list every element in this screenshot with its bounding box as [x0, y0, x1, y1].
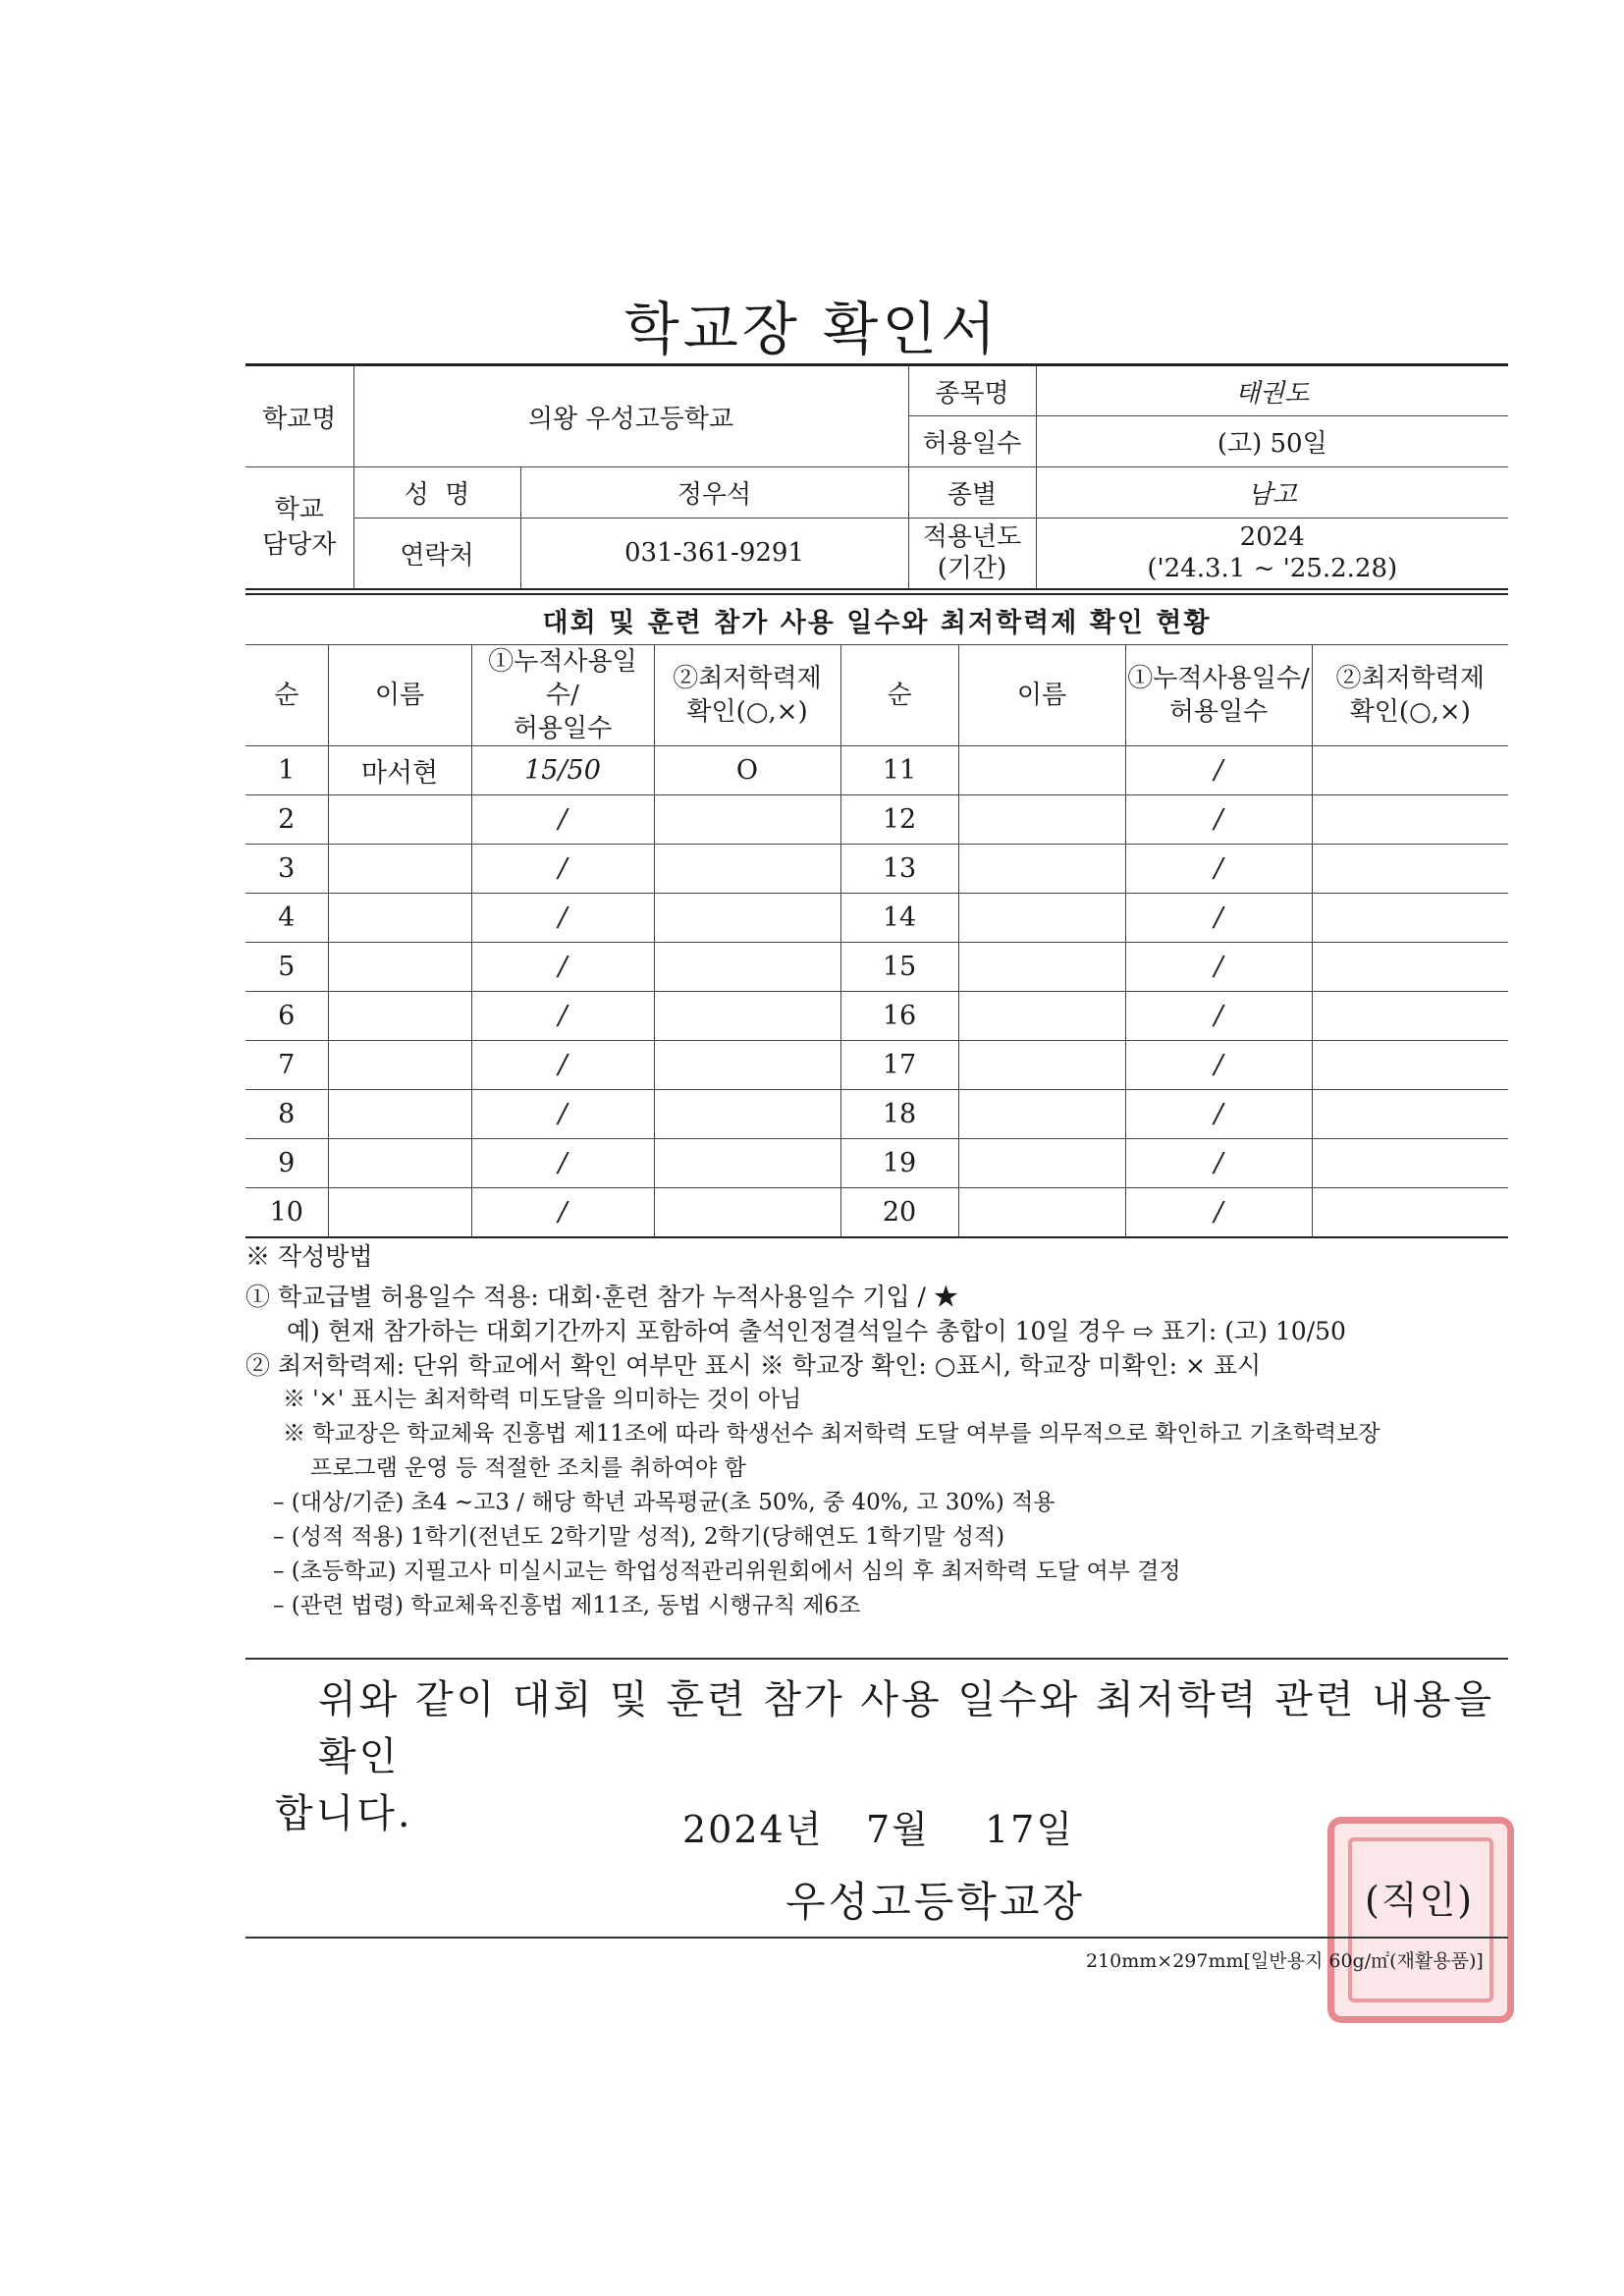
event-value: 태권도 — [1036, 365, 1508, 416]
row-name-2 — [958, 1188, 1125, 1238]
row-no-2: 19 — [840, 1139, 958, 1188]
row-days: 15/50 — [471, 746, 654, 795]
row-name — [328, 795, 471, 845]
row-no-2: 13 — [840, 845, 958, 894]
date-month: 7월 — [866, 1808, 930, 1851]
row-no: 9 — [245, 1139, 328, 1188]
row-check-2 — [1312, 1139, 1508, 1188]
row-days: / — [471, 795, 654, 845]
seal-mark: (직인) — [1365, 1879, 1475, 1922]
col-days-2: ①누적사용일수/ 허용일수 — [1125, 645, 1312, 746]
row-check-2 — [1312, 894, 1508, 943]
row-days-2: / — [1125, 943, 1312, 992]
row-days-2: / — [1125, 992, 1312, 1041]
row-no-2: 16 — [840, 992, 958, 1041]
row-name — [328, 1041, 471, 1090]
row-no: 10 — [245, 1188, 328, 1238]
row-name-2 — [958, 992, 1125, 1041]
row-days: / — [471, 992, 654, 1041]
table-row — [245, 1090, 1508, 1139]
row-no-2: 11 — [840, 746, 958, 795]
row-no-2: 20 — [840, 1188, 958, 1238]
row-days-2: / — [1125, 746, 1312, 795]
row-name-2 — [958, 943, 1125, 992]
col-days: ①누적사용일수/ 허용일수 — [471, 645, 654, 746]
row-no-2: 15 — [840, 943, 958, 992]
row-no: 3 — [245, 845, 328, 894]
row-check — [654, 1090, 840, 1139]
row-days-2: / — [1125, 1139, 1312, 1188]
col-check: ②최저학력제 확인(○,×) — [654, 645, 840, 746]
row-name-2 — [958, 1090, 1125, 1139]
row-name-2 — [958, 746, 1125, 795]
row-check — [654, 1139, 840, 1188]
table-row — [245, 845, 1508, 894]
row-check-2 — [1312, 1188, 1508, 1238]
date-year: 2024년 — [682, 1808, 824, 1851]
table-row — [245, 1139, 1508, 1188]
row-no-2: 17 — [840, 1041, 958, 1090]
row-days-2: / — [1125, 1041, 1312, 1090]
row-name — [328, 1139, 471, 1188]
row-no-2: 18 — [840, 1090, 958, 1139]
notes-title: ※ 작성방법 — [245, 1242, 373, 1271]
row-days: / — [471, 845, 654, 894]
row-check — [654, 1188, 840, 1238]
row-days: / — [471, 943, 654, 992]
note-dash-4: – (관련 법령) 학교체육진흥법 제11조, 동법 시행규칙 제6조 — [273, 1593, 861, 1618]
row-no: 4 — [245, 894, 328, 943]
row-name — [328, 992, 471, 1041]
row-name-2 — [958, 894, 1125, 943]
divider-top — [245, 1658, 1508, 1660]
contact-value: 031-361-9291 — [520, 519, 908, 589]
col-no: 순 — [245, 645, 328, 746]
category-value: 남고 — [1036, 467, 1508, 519]
contact-label: 연락처 — [353, 519, 520, 589]
row-name — [328, 943, 471, 992]
row-no: 8 — [245, 1090, 328, 1139]
row-check — [654, 795, 840, 845]
row-days: / — [471, 1139, 654, 1188]
note-dash-2: – (성적 적용) 1학기(전년도 2학기말 성적), 2학기(당해연도 1학기말 성적) — [273, 1524, 1005, 1550]
usage-rows — [245, 746, 1508, 1238]
row-no: 1 — [245, 746, 328, 795]
row-check-2 — [1312, 845, 1508, 894]
date-day: 17일 — [985, 1808, 1075, 1851]
note-2: ② 최저학력제: 단위 학교에서 확인 여부만 표시 ※ 학교장 확인: ○표시, 학교장 미확인: × 표시 — [245, 1351, 1262, 1380]
usage-table — [245, 593, 1508, 1238]
note-dash-1: – (대상/기준) 초4 ~고3 / 해당 학년 과목평균(초 50%, 중 40%, 고 30%) 적용 — [273, 1490, 1056, 1515]
row-no: 2 — [245, 795, 328, 845]
row-check-2 — [1312, 795, 1508, 845]
school-value: 의왕 우성고등학교 — [353, 365, 908, 467]
row-name — [328, 894, 471, 943]
row-name-2 — [958, 1041, 1125, 1090]
col-check-2: ②최저학력제 확인(○,×) — [1312, 645, 1508, 746]
manager-label: 학교 담당자 — [245, 467, 353, 589]
table-row — [245, 746, 1508, 795]
row-check-2 — [1312, 1090, 1508, 1139]
col-no-2: 순 — [840, 645, 958, 746]
row-check — [654, 1041, 840, 1090]
table-row — [245, 943, 1508, 992]
confirm-line-2: 합니다. — [275, 1791, 413, 1836]
school-label: 학교명 — [245, 365, 353, 467]
row-name — [328, 1090, 471, 1139]
note-1: ① 학교급별 허용일수 적용: 대회·훈련 참가 누적사용일수 기입 / ★ — [245, 1283, 958, 1311]
row-days: / — [471, 1090, 654, 1139]
row-check — [654, 894, 840, 943]
info-table — [245, 363, 1508, 590]
note-dash-3: – (초등학교) 지필고사 미실시교는 학업성적관리위원회에서 심의 후 최저학력 도달 여부 결정 — [273, 1558, 1181, 1584]
year-cell — [1036, 519, 1508, 589]
period-value: ('24.3.1 ~ '25.2.28) — [1147, 554, 1398, 584]
row-days-2: / — [1125, 845, 1312, 894]
row-days: / — [471, 1188, 654, 1238]
row-days: / — [471, 894, 654, 943]
row-days-2: / — [1125, 1090, 1312, 1139]
row-days: / — [471, 1041, 654, 1090]
signer-name: 우성고등학교장 — [785, 1878, 1086, 1926]
row-no: 6 — [245, 992, 328, 1041]
row-no-2: 12 — [840, 795, 958, 845]
row-check-2 — [1312, 746, 1508, 795]
row-no: 5 — [245, 943, 328, 992]
divider-bottom — [245, 1937, 1508, 1939]
page-title: 학교장 확인서 — [623, 296, 1001, 362]
row-name-2 — [958, 1139, 1125, 1188]
table-row — [245, 992, 1508, 1041]
row-check-2 — [1312, 992, 1508, 1041]
row-name-2 — [958, 795, 1125, 845]
row-check: O — [654, 746, 840, 795]
table-row — [245, 795, 1508, 845]
allowed-value: (고) 50일 — [1036, 416, 1508, 467]
row-name-2 — [958, 845, 1125, 894]
row-days-2: / — [1125, 1188, 1312, 1238]
name-value: 정우석 — [520, 467, 908, 519]
table-row — [245, 894, 1508, 943]
row-check-2 — [1312, 1041, 1508, 1090]
row-name — [328, 1188, 471, 1238]
col-name: 이름 — [328, 645, 471, 746]
row-days-2: / — [1125, 795, 1312, 845]
usage-section-title: 대회 및 훈련 참가 사용 일수와 최저학력제 확인 현황 — [245, 594, 1508, 645]
row-name: 마서현 — [328, 746, 471, 795]
note-2-b1: ※ 학교장은 학교체육 진흥법 제11조에 따라 학생선수 최저학력 도달 여부를 의무적으로 확인하고 기초학력보장 — [283, 1421, 1380, 1447]
row-check — [654, 943, 840, 992]
event-label: 종목명 — [908, 365, 1036, 416]
row-no: 7 — [245, 1041, 328, 1090]
allowed-label: 허용일수 — [908, 416, 1036, 467]
writing-notes — [245, 1239, 1522, 1623]
year-value: 2024 — [1239, 522, 1305, 553]
row-no-2: 14 — [840, 894, 958, 943]
row-check — [654, 992, 840, 1041]
row-check-2 — [1312, 943, 1508, 992]
col-name-2: 이름 — [958, 645, 1125, 746]
row-name — [328, 845, 471, 894]
note-2-b2: 프로그램 운영 등 적절한 조치를 취하여야 함 — [310, 1455, 746, 1481]
table-row — [245, 1188, 1508, 1238]
table-row — [245, 1041, 1508, 1090]
confirm-line-1: 위와 같이 대회 및 훈련 참가 사용 일수와 최저학력 관련 내용을 확인 — [318, 1677, 1495, 1779]
year-label: 적용년도 (기간) — [908, 519, 1036, 589]
category-label: 종별 — [908, 467, 1036, 519]
paper-spec: 210mm×297mm[일반용지 60g/㎡(재활용품)] — [1086, 1950, 1484, 1972]
name-label: 성 명 — [353, 467, 520, 519]
note-2-a: ※ '×' 표시는 최저학력 미도달을 의미하는 것이 아님 — [283, 1387, 802, 1412]
row-days-2: / — [1125, 894, 1312, 943]
note-1-example: 예) 현재 참가하는 대회기간까지 포함하여 출석인정결석일수 총합이 10일 경우 ⇨ 표기: (고) 10/50 — [287, 1317, 1346, 1345]
row-check — [654, 845, 840, 894]
